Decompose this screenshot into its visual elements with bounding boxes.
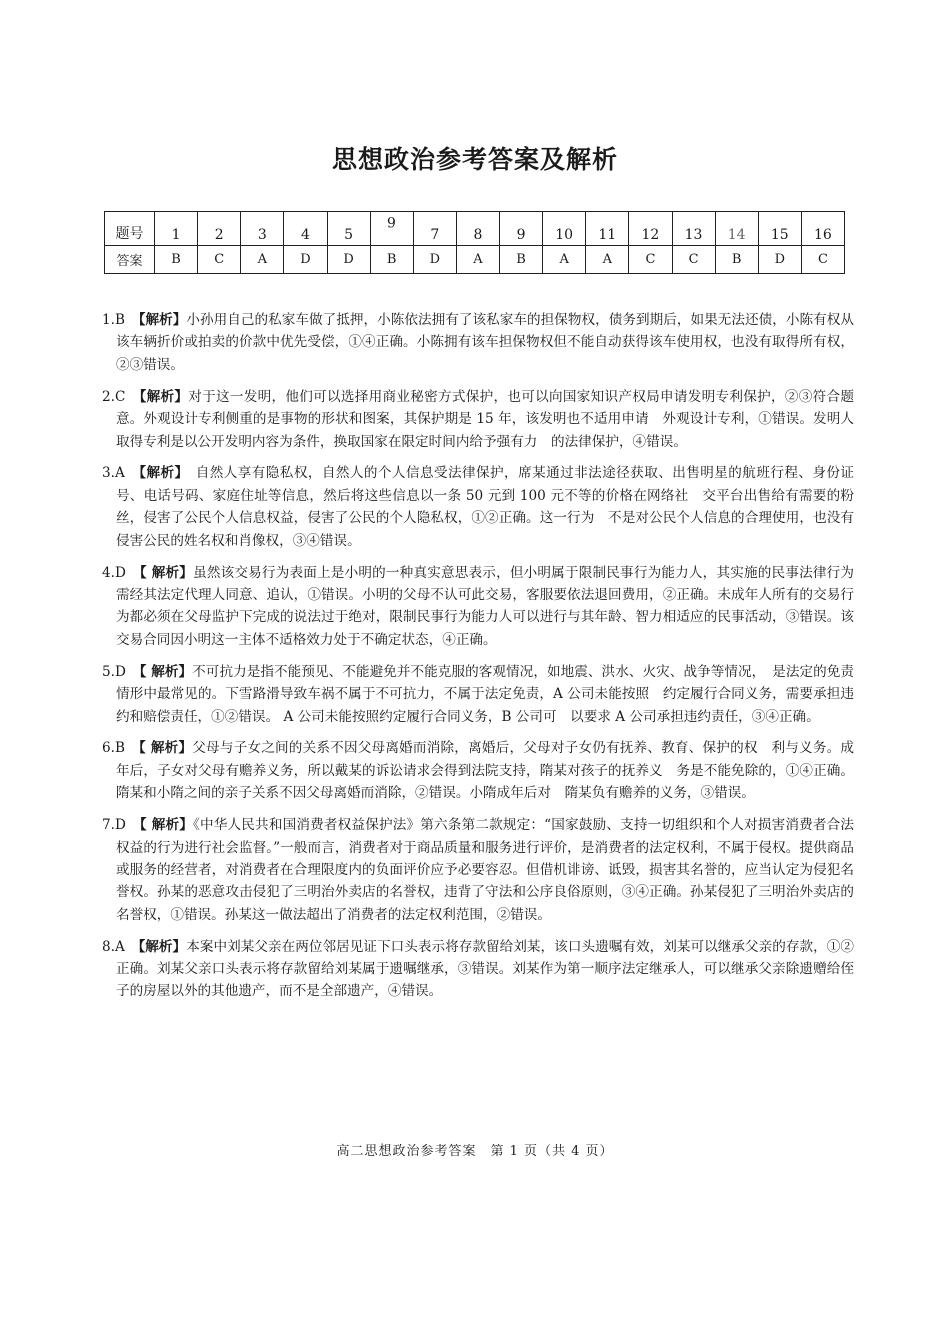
answer-table [104,211,845,274]
question-number: 1 [155,212,198,246]
answer-cell: B [715,246,758,274]
explanation-tag: 【解析】 [138,938,187,955]
explanation-item [102,562,854,652]
question-number: 8 [456,212,499,246]
explanation-item [102,462,854,552]
explanation-item [102,737,854,804]
explanation-item [102,936,854,1003]
explanation-text: 《中华人民共和国消费者权益保护法》第六条第二款规定：“国家鼓励、支持一切组织和个人对损害消费者合法权益的行为进行社会监督。”一般而言，消费者对于商品质量和服务进行评价，是消费者的法定权利，不属于侵权。提供商品或服务的经营者，对消费者在合理限度内的负面评价应予必要容忍。但借机诽谤、诋毁，损害其名誉的，应当认定为侵犯名誉权。孙某的恶意攻击侵犯了三明治外卖店的名誉权，违背了守法和公序良俗原则，③④正确。孙某侵犯了三明治外卖店的名誉权，①错误。孙某这一做法超出了消费者的法定权利范围，②错误。 [116,817,855,923]
question-number: 4 [284,212,327,246]
explanation-number: 8.A [102,938,125,955]
explanation-list [102,309,854,1012]
explanation-tag: 【 解析】 [139,564,194,581]
explanation-item [102,661,854,728]
answer-cell: D [413,246,456,274]
answer-cell: A [456,246,499,274]
answer-cell: D [284,246,327,274]
answer-cell: A [543,246,586,274]
page-footer: 高二思想政治参考答案 第 1 页（共 4 页） [336,1144,614,1159]
explanation-item [102,814,854,926]
explanation-item [102,386,854,453]
explanation-text: 父母与子女之间的关系不因父母离婚而消除，离婚后，父母对子女仍有抚养、教育、保护的权 利与义务。成年后，子女对父母有赡养义务，所以戴某的诉讼请求会得到法院支持，隋某对孩子的抚养义 务是不能免除的，①④正确。隋某和小隋之间的亲子关系不因父母离婚而消除，②错误。小隋成年后对 隋某负有赡养的义务，③错误。 [116,740,855,802]
question-number: 3 [241,212,284,246]
answer-cell: A [241,246,284,274]
answer-cell: C [629,246,672,274]
question-number: 13 [672,212,715,246]
answer-cell: C [198,246,241,274]
question-number-row [105,212,845,246]
explanation-text: 本案中刘某父亲在两位邻居见证下口头表示将存款留给刘某，该口头遗嘱有效，刘某可以继承父亲的存款，①②正确。刘某父亲口头表示将存款留给刘某属于遗嘱继承，③错误。刘某作为第一顺序法定继承人，可以继承父亲除遗赠给侄子的房屋以外的其他遗产，而不是全部遗产，④错误。 [116,938,854,1000]
explanation-text: 不可抗力是指不能预见、不能避免并不能克服的客观情况，如地震、洪水、火灾、战争等情况， 是法定的免责情形中最常见的。下雪路滑导致车祸不属于不可抗力，不属于法定免责，A 公司未能按照 约定履行合同义务，需要承担违约和赔偿责任，①②错误。 A 公司未能按照约定履行合同义务，B 公司可 以要求 A 公司承担违约责任，③④正确。 [116,663,854,725]
explanation-text: 自然人享有隐私权，自然人的个人信息受法律保护，席某通过非法途径获取、出售明星的航班行程、身份证号、电话号码、家庭住址等信息，然后将这些信息以一条 50 元到 100 元不等的价格在网络社 交平台出售给有需要的粉丝，侵害了公民个人信息权益，侵害了公民的个人隐私权，①②正确。这一行为 不是对公民个人信息的合理使用，也没有侵害公民的姓名权和肖像权，③④错误。 [116,465,855,549]
answer-cell: C [672,246,715,274]
question-number: 15 [758,212,801,246]
question-number: 11 [586,212,629,246]
explanation-number: 4.D [102,564,126,581]
explanation-number: 3.A [102,465,125,482]
explanation-number: 2.C [102,388,126,405]
page-title: 思想政治参考答案及解析 [331,145,618,174]
question-number-rotated: 6 [387,213,397,229]
question-number: 14 [715,212,758,246]
explanation-tag: 【 解析】 [138,740,193,757]
explanation-tag: 【解析】 [139,465,182,482]
answer-cell: D [758,246,801,274]
explanation-tag: 【 解析】 [139,817,194,834]
question-number: 16 [801,212,844,246]
explanation-text: 对于这一发明，他们可以选择用商业秘密方式保护，也可以向国家知识产权局申请发明专利保护，②③符合题意。外观设计专利侧重的是事物的形状和图案，其保护期是 15 年，该发明也不适用申请 外观设计专利，①错误。发明人取得专利是以公开发明内容为条件，换取国家在限定时间内给予强有力 的法律保护，④错误。 [116,388,855,450]
explanation-tag: 【解析】 [138,312,187,328]
answer-row [105,246,845,274]
explanation-text: 小孙用自己的私家车做了抵押，小陈依法拥有了该私家车的担保物权，债务到期后，如果无法还债，小陈有权从该车辆折价或拍卖的价款中优先受偿，①④正确。小陈拥有该车担保物权但不能自动获得该车使用权，也没有取得所有权，②③错误。 [116,312,855,373]
question-number: 12 [629,212,672,246]
answer-cell: B [155,246,198,274]
answer-cell: B [370,246,413,274]
explanation-text: 虽然该交易行为表面上是小明的一种真实意思表示，但小明属于限制民事行为能力人，其实施的民事法律行为需经其法定代理人同意、追认，①错误。小明的父母不认可此交易，客服要依法退回费用，②正确。未成年人所有的交易行为都必须在父母监护下完成的说法过于绝对，限制民事行为能力人可以进行与其年龄、智力相适应的民事活动，③错误。该交易合同因小明这一主体不适格效力处于不确定状态，④正确。 [116,564,855,648]
explanation-item [102,309,854,376]
explanation-number: 5.D [102,663,126,680]
question-number: 9 [500,212,543,246]
explanation-tag: 【解析】 [139,388,189,405]
explanation-number: 1.B [102,312,125,328]
question-number: 10 [543,212,586,246]
row-header-question-number: 题号 [105,212,155,246]
question-number: 2 [198,212,241,246]
answer-cell: A [586,246,629,274]
row-header-answer: 答案 [105,246,155,274]
explanation-tag: 【 解析】 [139,663,193,680]
answer-cell: B [500,246,543,274]
question-number: 7 [413,212,456,246]
question-number [370,212,413,246]
explanation-number: 7.D [102,817,126,834]
answer-cell: C [801,246,844,274]
explanation-number: 6.B [102,740,125,757]
answer-cell: D [327,246,370,274]
question-number: 5 [327,212,370,246]
